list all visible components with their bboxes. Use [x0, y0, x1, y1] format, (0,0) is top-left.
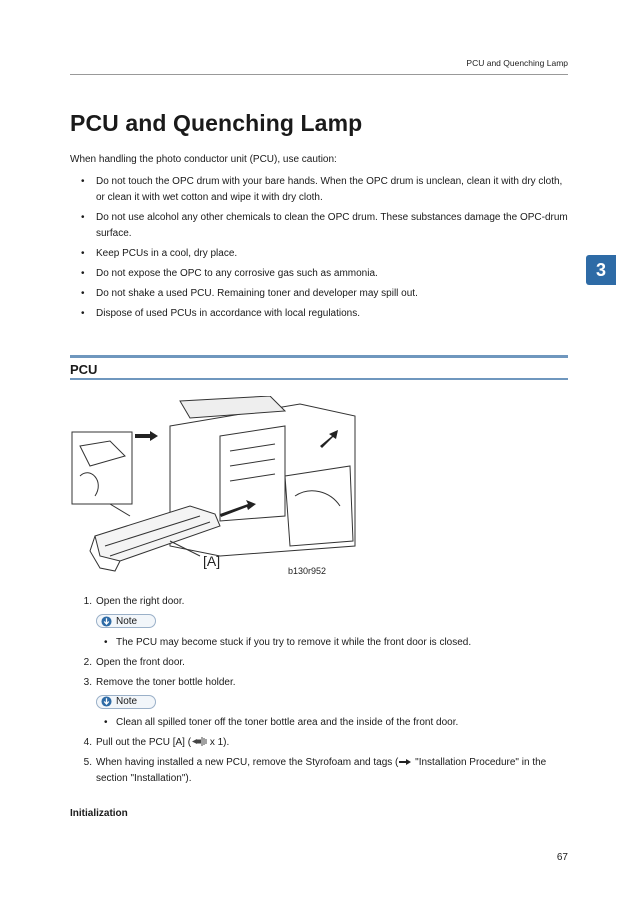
step-text-before: When having installed a new PCU, remove the Styrofoam and tags (: [96, 757, 399, 768]
step-number: 3.: [83, 676, 92, 688]
pcu-removal-figure: [70, 396, 360, 586]
note-item: • The PCU may become stuck if you try to remove it while the front door is closed.: [96, 635, 570, 651]
reference-hand-icon: [398, 757, 412, 767]
procedure-steps: [70, 590, 570, 787]
caution-item: • Do not touch the OPC drum with your bare hands. When the OPC drum is unclean, clean it with dry cloth, or clean it with wet cotton and wipe it with dry cloth.: [70, 174, 570, 206]
page-title: PCU and Quenching Lamp: [70, 110, 363, 136]
caution-item: • Do not use alcohol any other chemicals to clean the OPC drum. These substances damage the OPC-drum surface.: [70, 210, 570, 242]
step-text-after: "Installation Procedure" in the section "Installation").: [96, 757, 547, 784]
chapter-tab[interactable]: 3: [586, 255, 616, 285]
note-label: Note: [116, 615, 138, 627]
step-item: [70, 675, 570, 691]
caution-item: • Dispose of used PCUs in accordance with local regulations.: [70, 306, 570, 322]
running-header: PCU and Quenching Lamp: [466, 58, 568, 68]
step-number: 5.: [83, 757, 92, 768]
figure-code: b130r952: [288, 566, 327, 576]
caution-item: • Do not shake a used PCU. Remaining toner and developer may spill out.: [70, 286, 570, 302]
page-number: 67: [556, 852, 568, 863]
note-label: Note: [116, 696, 138, 707]
note-arrow-icon: [101, 616, 112, 627]
step-text-before: Pull out the PCU [A] (: [96, 737, 192, 748]
step-text: Remove the toner bottle holder.: [96, 676, 236, 688]
note-badge: [96, 614, 156, 628]
step-item: [70, 655, 570, 671]
section-heading: PCU: [70, 362, 98, 377]
note-block: [96, 614, 570, 651]
step-text: Open the front door.: [96, 656, 185, 668]
note-badge: [96, 695, 156, 709]
step-item: [70, 755, 570, 787]
section-rule-top: [70, 355, 568, 358]
note-block: [96, 695, 570, 732]
screw-icon: [191, 736, 207, 747]
header-rule: [70, 74, 568, 75]
step-text-after: x 1).: [207, 737, 230, 748]
note-arrow-icon: [101, 696, 112, 707]
step-item: [70, 735, 570, 751]
intro-text: When handling the photo conductor unit (PCU), use caution:: [70, 154, 337, 165]
section-rule-bottom: [70, 378, 568, 380]
caution-item: • Keep PCUs in a cool, dry place.: [70, 246, 570, 262]
note-item: • Clean all spilled toner off the toner bottle area and the inside of the front door.: [96, 715, 570, 731]
step-text: Open the right door.: [96, 596, 185, 607]
figure-label-a: [A]: [203, 553, 221, 569]
copier-illustration: [70, 396, 360, 586]
step-number: 1.: [83, 596, 92, 607]
step-number: 4.: [83, 737, 92, 748]
step-number: 2.: [83, 656, 92, 668]
caution-item: • Do not expose the OPC to any corrosive gas such as ammonia.: [70, 266, 570, 282]
caution-list: [70, 174, 570, 326]
subheading-initialization: Initialization: [70, 808, 128, 819]
step-item: [70, 594, 570, 610]
